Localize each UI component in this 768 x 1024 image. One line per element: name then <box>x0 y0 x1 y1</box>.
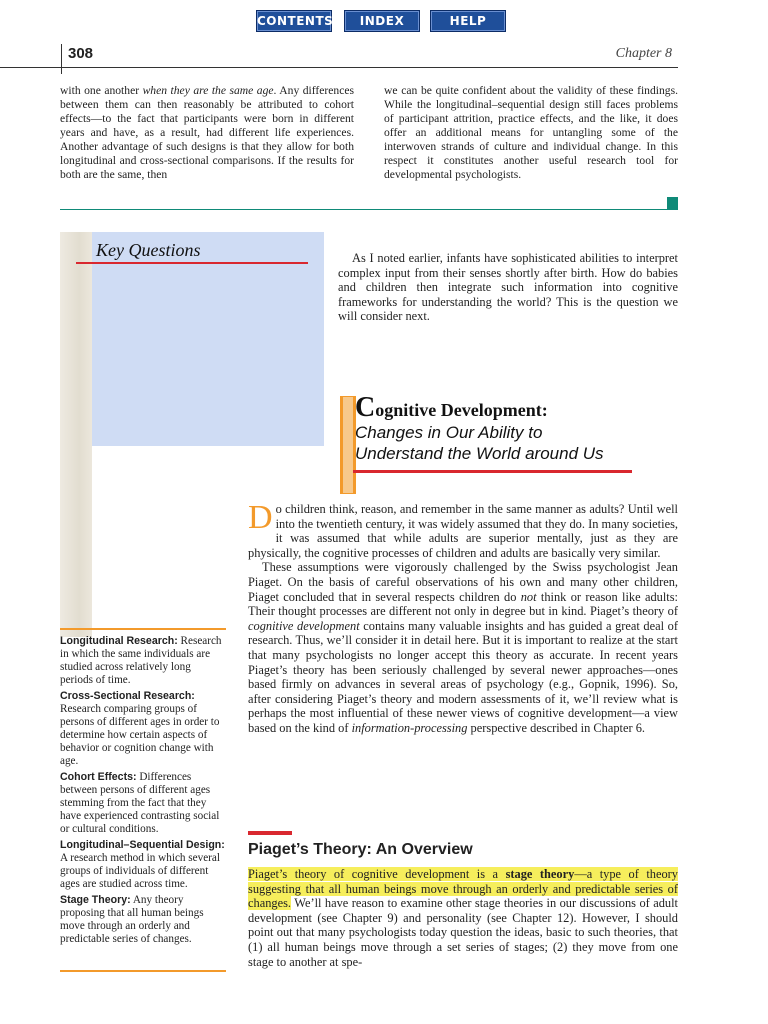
glossary-term: Cross-Sectional Research: <box>60 690 195 702</box>
help-button[interactable]: HELP <box>430 10 506 32</box>
piaget-column <box>248 867 678 969</box>
glossary-entry <box>60 894 226 946</box>
section-title: ognitive Development: <box>375 400 548 420</box>
text-run: These assumptions were vigorously challenged by the Swiss psychologist Jean Piaget. On the basis of careful observations of his own and many other children, Piaget concluded that in several respects children do <box>248 560 678 604</box>
margin-glossary <box>60 635 226 949</box>
divider-marker <box>667 197 678 210</box>
header-rule <box>0 67 678 68</box>
glossary-term: Cohort Effects: <box>60 771 137 783</box>
glossary-definition: Differences between persons of different ages stemming from the fact that they have experienced contrasting social or cultural conditions. <box>60 771 220 835</box>
section-divider <box>60 209 678 210</box>
index-button[interactable]: INDEX <box>344 10 420 32</box>
text-run: perspective described in Chapter 6. <box>467 720 645 735</box>
glossary-entry <box>60 771 226 836</box>
intro-paragraph: As I noted earlier, infants have sophisticated abilities to interpret complex input from their senses shortly after birth. How do babies and children then integrate such information into cognitive frameworks for understanding the world? This is the question we will consider next. <box>338 251 678 324</box>
glossary-definition: Research comparing groups of persons of different ages in order to determine how certain aspects of behavior or cognition change with age. <box>60 703 220 767</box>
text-run: contains many valuable insights and has guided a great deal of research. Thus, we’ll consider it in detail here. But it is important to realize at the start that many psychologists no longer accept this theory as accurate. In recent years Piaget’s theory has been seriously challenged by several newer approaches—ones based firmly on advances in several areas of psychology (e.g., Gopnik, 1996). So, after considering Piaget’s theory and modern assessments of it, we’ll review what is perhaps the most influential of these newer views of cognitive development—a view based on the kind of <box>248 618 678 735</box>
chapter-label: Chapter 8 <box>615 46 672 61</box>
glossary-definition: Research in which the same individuals are studied across relatively long periods of time. <box>60 635 222 686</box>
section-title-initial: C <box>355 392 376 423</box>
glossary-term: Longitudinal Research: <box>60 635 178 647</box>
key-questions-box <box>92 232 324 446</box>
contents-button[interactable]: CONTENTS <box>256 10 332 32</box>
glossary-entry <box>60 635 226 687</box>
top-left-paragraph <box>60 84 354 182</box>
italic-phrase: information-processing <box>351 720 468 735</box>
top-right-column <box>384 84 678 182</box>
glossary-entry <box>60 839 226 891</box>
section-subtitle-line2: Understand the World around Us <box>355 444 604 463</box>
main-column <box>248 499 678 736</box>
section-subtitle-line1: Changes in Our Ability to <box>355 423 543 442</box>
text-run: with one another <box>60 84 143 97</box>
glossary-bottom-rule <box>60 970 226 972</box>
header-tick <box>61 44 62 74</box>
text-run: think or reason like adults: Their thought processes are different not only in degree but in kind. Piaget’s theory of <box>248 589 678 619</box>
intro-column <box>338 251 678 324</box>
main-paragraph-2 <box>248 560 678 735</box>
italic-phrase: when they are the same age <box>142 84 274 97</box>
glossary-term: Longitudinal–Sequential Design: <box>60 839 225 851</box>
glossary-definition: Any theory proposing that all human beings move through an orderly and predictable series of changes. <box>60 894 204 945</box>
paper-texture-strip <box>60 232 92 637</box>
top-left-column <box>60 84 354 182</box>
section-heading-bar-inner <box>343 397 353 493</box>
page-number: 308 <box>68 45 94 62</box>
italic-phrase: cognitive development <box>248 618 360 633</box>
section-heading-rule <box>353 470 632 473</box>
glossary-top-rule <box>60 628 226 630</box>
italic-phrase: not <box>520 589 537 604</box>
glossary-entry <box>60 690 226 768</box>
subsection-marker <box>248 831 292 835</box>
glossary-definition: A research method in which several groups of individuals of different ages are studied across time. <box>60 852 220 890</box>
subsection-title: Piaget’s Theory: An Overview <box>248 841 473 858</box>
section-heading <box>355 392 655 464</box>
piaget-paragraph: Piaget’s theory of cognitive development is a stage theory—a type of theory suggesting that all human beings move through an orderly and predictable series of changes. We’ll have reason to examine other stage theories in our discussions of adult development (see Chapter 9) and personality (see Chapter 12). However, I should point out that many psychologists today question the ideas, basic to such theories, that (1) all human beings move through a set series of stages; (2) they move from one stage to another at spe- <box>248 867 679 969</box>
glossary-term: Stage Theory: <box>60 894 131 906</box>
key-questions-title: Key Questions <box>96 240 201 260</box>
key-questions-rule <box>76 262 308 264</box>
main-paragraph-1: Do children think, reason, and remember in the same manner as adults? Until well into the twentieth century, it was widely assumed that they do. In many societies, it was assumed that while adults are superior mentally, just as they are physically, the cognitive processes of children and adults are basically very similar. <box>248 499 678 560</box>
top-right-paragraph: we can be quite confident about the validity of these findings. While the longitudinal–sequential design still faces problems of participant attrition, practice effects, and the like, it does offer an additional means for untangling some of the interwoven strands of culture and individual change. In this respect it constitutes another useful research tool for developmental psychologists. <box>384 84 678 181</box>
highlight-definition: Piaget’s theory of cognitive development is a stage theory—a type of theory suggesting that all human beings move through an orderly and predictable series of changes. <box>248 867 679 911</box>
drop-cap: D <box>248 499 273 536</box>
text-run: . Any differences between them can then reasonably be attributed to cohort effects—to the fact that participants were born in different years and have, as a result, had different life experiences. Another advantage of such designs is that they allow for both longitudinal and cross-sectional comparisons. If the results for both are the same, then <box>60 84 355 181</box>
